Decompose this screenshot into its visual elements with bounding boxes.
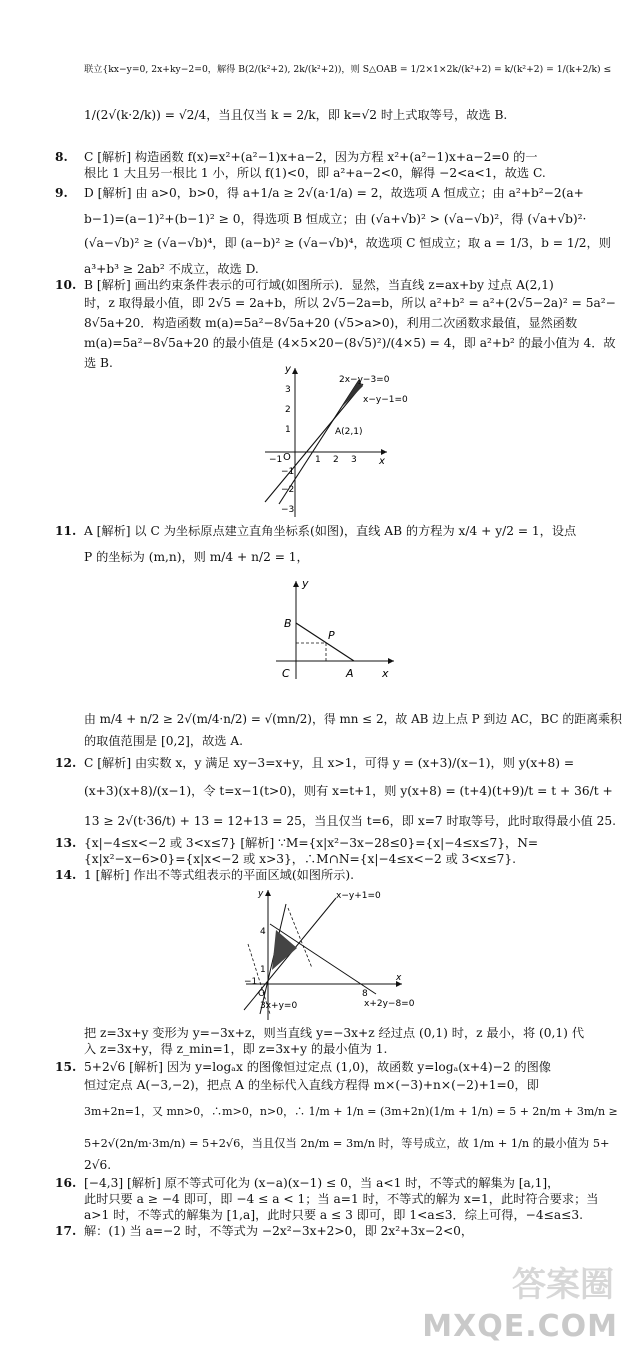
tick-label: 1 — [285, 425, 291, 435]
text-line: C [解析] 构造函数 f(x)=x²+(a²−1)x+a−2，因为方程 x²+(a²−1)x+a−2=0 的一 — [84, 150, 538, 164]
point-label: B — [284, 617, 292, 630]
text-line: 由 m/4 + n/2 ≥ 2√(m/4·n/2) = √(mn/2)，得 mn ≤ 2，故 AB 边上点 P 到边 AC，BC 的距离乘积 — [84, 712, 622, 726]
line-label: 2x−y−3=0 — [339, 375, 390, 385]
text-line: 1 [解析] 作出不等式组表示的平面区域(如图所示). — [84, 868, 354, 882]
x-axis-label: x — [396, 973, 402, 983]
text-line: 根比 1 大且另一根比 1 小，所以 f(1)<0，即 a²+a−2<0，解得 −2<a<1，故选 C. — [84, 166, 546, 180]
text-line: B [解析] 画出约束条件表示的可行域(如图所示)．显然，当直线 z=ax+by 过点 A(2,1) — [84, 278, 554, 292]
text-line: 的取值范围是 [0,2]，故选 A. — [84, 734, 244, 748]
question-number: 15. — [55, 1060, 77, 1074]
text-line: m(a)=5a²−8√5a+20 的最小值是 (4×5×20−(8√5)²)/(4×5) = 4，即 a²+b² 的最小值为 4．故 — [84, 336, 616, 350]
y-axis-label: y — [302, 577, 309, 590]
line-label: 3x+y=0 — [260, 1001, 298, 1011]
text-line: 2√6. — [84, 1158, 112, 1172]
text-line: 解：(1) 当 a=−2 时，不等式为 −2x²−3x+2>0，即 2x²+3x−2<0， — [84, 1224, 474, 1238]
tick-label: −1 — [244, 977, 258, 987]
x-axis-label: x — [379, 456, 385, 467]
text-line: a³+b³ ≥ 2ab² 不成立，故选 D. — [84, 262, 259, 276]
tick-label: 2 — [333, 455, 339, 465]
tick-label: 2 — [285, 405, 291, 415]
tick-label: −3 — [281, 505, 295, 515]
text-line: 5+2√6 [解析] 因为 y=logₐx 的图像恒过定点 (1,0)，故函数 y=logₐ(x+4)−2 的图像 — [84, 1060, 551, 1074]
watermark-text: MXQE.COM — [422, 1309, 618, 1344]
question-number: 10. — [55, 278, 77, 292]
tick-label: 3 — [351, 455, 357, 465]
origin-label: O — [283, 452, 291, 463]
tick-label: 4 — [260, 927, 266, 937]
text-line: P 的坐标为 (m,n)，则 m/4 + n/2 = 1， — [84, 550, 309, 564]
figure-q11 — [270, 575, 400, 685]
y-axis-label: y — [285, 364, 291, 375]
tick-label: 8 — [362, 989, 368, 999]
text-line: [−4,3] [解析] 原不等式可化为 (x−a)(x−1) ≤ 0，当 a<1 时，不等式的解集为 [a,1]， — [84, 1176, 560, 1190]
tick-label: −1 — [269, 455, 283, 465]
tick-label: 1 — [260, 965, 266, 975]
tick-label: −2 — [281, 485, 295, 495]
text-line: 恒过定点 A(−3,−2)，把点 A 的坐标代入直线方程得 m×(−3)+n×(−2)+1=0，即 — [84, 1078, 539, 1092]
point-label: P — [328, 629, 335, 642]
question-number: 8. — [55, 150, 68, 164]
text-line: 联立{kx−y=0, 2x+ky−2=0，解得 B(2/(k²+2), 2k/(k²+2))，则 S△OAB = 1/2×1×2k/(k²+2) = k/(k²+2) = 1/(k+2/k) ≤ — [84, 64, 612, 75]
x-axis-label: x — [382, 667, 389, 680]
question-number: 14. — [55, 868, 77, 882]
text-line: 把 z=3x+y 变形为 y=−3x+z，则当直线 y=−3x+z 经过点 (0,1) 时，z 最小，将 (0,1) 代 — [84, 1026, 585, 1040]
y-axis-label: y — [258, 889, 264, 899]
text-line: A [解析] 以 C 为坐标原点建立直角坐标系(如图)，直线 AB 的方程为 x/4 + y/2 = 1，设点 — [84, 524, 577, 538]
figure-q14 — [240, 884, 440, 1024]
text-line: 1/(2√(k·2/k)) = √2/4，当且仅当 k = 2/k，即 k=√2 时上式取等号，故选 B. — [84, 108, 508, 122]
text-line: 选 B. — [84, 356, 113, 370]
point-label: A — [346, 667, 354, 680]
tick-label: −1 — [281, 467, 295, 477]
text-line: a>1 时，不等式的解集为 [1,a]，此时只要 a ≤ 3 即可，即 1<a≤3．综上可得，−4≤a≤3. — [84, 1208, 583, 1222]
watermark-logo: 答案圈 — [512, 1265, 614, 1305]
text-line: 此时只要 a ≥ −4 即可，即 −4 ≤ a < 1；当 a=1 时，不等式的解为 x=1，此时符合要求；当 — [84, 1192, 599, 1206]
text-line: 8√5a+20．构造函数 m(a)=5a²−8√5a+20 (√5>a>0)，利用二次函数求最值，显然函数 — [84, 316, 578, 330]
text-line: 5+2√(2n/m·3m/n) = 5+2√6，当且仅当 2n/m = 3m/n 时，等号成立，故 1/m + 1/n 的最小值为 5+ — [84, 1137, 610, 1150]
text-line: (√a−√b)² ≥ (√a−√b)⁴，即 (a−b)² ≥ (√a−√b)⁴，故选项 C 恒成立；取 a = 1/3，b = 1/2，则 — [84, 236, 611, 250]
tick-label: 3 — [285, 385, 291, 395]
question-number: 17. — [55, 1224, 77, 1238]
text-line: (x+3)(x+8)/(x−1)，令 t=x−1(t>0)，则有 x=t+1，则 y(x+8) = (t+4)(t+9)/t = t + 36/t + — [84, 784, 613, 798]
figure-q10 — [255, 362, 408, 522]
question-number: 11. — [55, 524, 77, 538]
text-line: 13 ≥ 2√(t·36/t) + 13 = 12+13 = 25，当且仅当 t=6，即 x=7 时取等号，此时取得最小值 25. — [84, 814, 617, 828]
text-line: 入 z=3x+y，得 z_min=1，即 z=3x+y 的最小值为 1. — [84, 1042, 388, 1056]
question-number: 9. — [55, 186, 68, 200]
line-label: x−y+1=0 — [336, 891, 381, 901]
tick-label: 1 — [315, 455, 321, 465]
text-line: b−1)=(a−1)²+(b−1)² ≥ 0，得选项 B 恒成立；由 (√a+√b)² > (√a−√b)²，得 (√a+√b)²· — [84, 212, 587, 226]
line-label: x+2y−8=0 — [364, 999, 415, 1009]
text-line: 3m+2n=1，又 mn>0，∴m>0，n>0，∴ 1/m + 1/n = (3m+2n)(1/m + 1/n) = 5 + 2n/m + 3m/n ≥ — [84, 1105, 618, 1118]
point-label: C — [282, 667, 290, 680]
question-number: 12. — [55, 756, 77, 770]
text-line: 时，z 取得最小值，即 2√5 = 2a+b，所以 2√5−2a=b，所以 a²+b² = a²+(2√5−2a)² = 5a²− — [84, 296, 616, 310]
origin-label: O — [258, 989, 266, 999]
question-number: 13. — [55, 836, 77, 850]
line-label: x−y−1=0 — [363, 395, 408, 405]
question-number: 16. — [55, 1176, 77, 1190]
text-line: C [解析] 由实数 x，y 满足 xy−3=x+y，且 x>1，可得 y = (x+3)/(x−1)，则 y(x+8) = — [84, 756, 575, 770]
text-line: D [解析] 由 a>0，b>0，得 a+1/a ≥ 2√(a·1/a) = 2，故选项 A 恒成立；由 a²+b²−2(a+ — [84, 186, 584, 200]
text-line: {x|−4≤x<−2 或 3<x≤7} [解析] ∵M={x|x²−3x−28≤0}={x|−4≤x≤7}，N= — [84, 836, 539, 850]
point-label: A(2,1) — [335, 427, 363, 437]
text-line: {x|x²−x−6>0}={x|x<−2 或 x>3}，∴M∩N={x|−4≤x<−2 或 3<x≤7}. — [84, 852, 517, 866]
